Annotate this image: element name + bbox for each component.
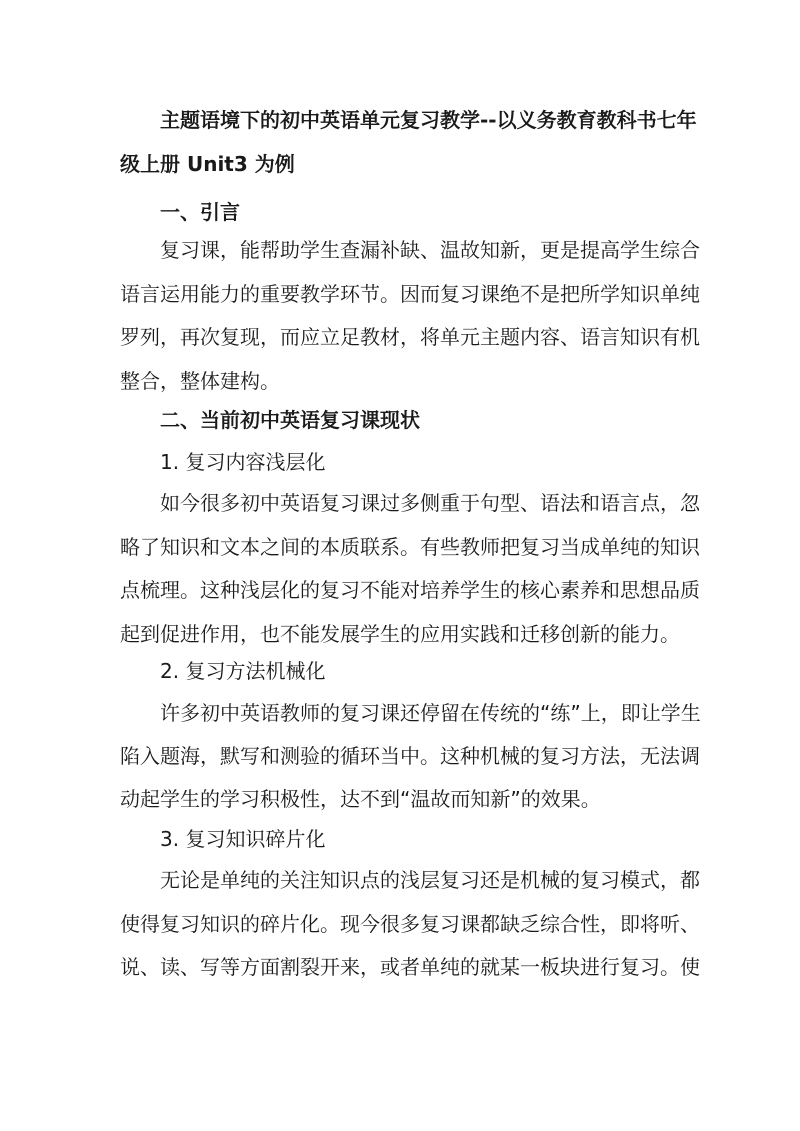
subsection-3-para-line: 使得复习知识的碎片化。现今很多复习课都缺乏综合性，即将听、 bbox=[120, 912, 700, 936]
subsection-1-para-line: 起到促进作用，也不能发展学生的应用实践和迁移创新的能力。 bbox=[120, 622, 680, 646]
subsection-1-heading: 1. 复习内容浅层化 bbox=[160, 450, 326, 474]
subsection-2-para-line: 许多初中英语教师的复习课还停留在传统的“练”上，即让学生 bbox=[160, 701, 701, 725]
section-2-heading: 二、当前初中英语复习课现状 bbox=[160, 408, 420, 432]
section-1-para-line: 罗列，再次复现，而应立足教材，将单元主题内容、语言知识有机 bbox=[120, 325, 700, 349]
subsection-3-para-line: 无论是单纯的关注知识点的浅层复习还是机械的复习模式，都 bbox=[160, 868, 700, 892]
subsection-1-para-line: 略了知识和文本之间的本质联系。有些教师把复习当成单纯的知识 bbox=[120, 535, 700, 559]
subsection-3-heading: 3. 复习知识碎片化 bbox=[160, 827, 326, 851]
subsection-2-heading: 2. 复习方法机械化 bbox=[160, 659, 326, 683]
subsection-1-para-line: 点梳理。这种浅层化的复习不能对培养学生的核心素养和思想品质 bbox=[120, 578, 700, 602]
subsection-3-para-line: 说、读、写等方面割裂开来，或者单纯的就某一板块进行复习。使 bbox=[120, 955, 700, 979]
subsection-1-para-line: 如今很多初中英语复习课过多侧重于句型、语法和语言点，忽 bbox=[160, 491, 700, 515]
title-line-2: 级上册 Unit3 为例 bbox=[120, 152, 295, 176]
section-1-para-line: 复习课，能帮助学生查漏补缺、温故知新，更是提高学生综合 bbox=[160, 238, 700, 262]
section-1-para-line: 语言运用能力的重要教学环节。因而复习课绝不是把所学知识单纯 bbox=[120, 282, 700, 306]
section-1-heading: 一、引言 bbox=[160, 200, 240, 224]
subsection-2-para-line: 动起学生的学习积极性，达不到“温故而知新”的效果。 bbox=[120, 787, 601, 811]
section-1-para-line: 整合，整体建构。 bbox=[120, 369, 280, 393]
title-line-1: 主题语境下的初中英语单元复习教学--以义务教育教科书七年 bbox=[160, 108, 697, 132]
subsection-2-para-line: 陷入题海，默写和测验的循环当中。这种机械的复习方法，无法调 bbox=[120, 744, 700, 768]
